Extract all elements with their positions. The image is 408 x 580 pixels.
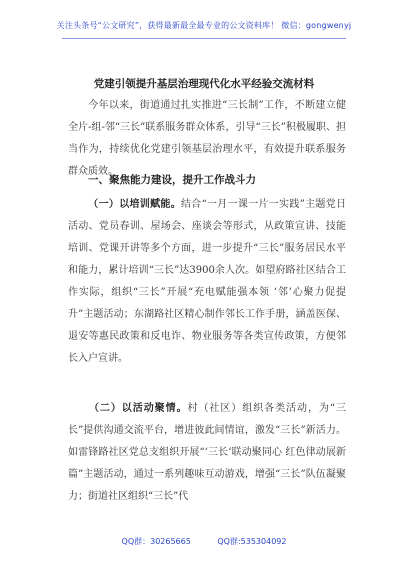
document-title: 党建引领提升基层治理现代化水平经验交流材料 [93,78,315,90]
footer-qq-group-2: QQ群:535304092 [217,537,287,546]
paragraph-activities [68,398,346,508]
paragraph-body-training: 结合“一月一课一片一实践”主题党日活动、党员春训、屋场会、座谈会等形式，从政策宣讲、技能培训、党课开讲等多个方面，进一步提升“三长”服务居民水平和能力，累计培训“三长”达3900余人次。如望府路社区结合工作实际，组织“三长”开展“充电赋能强本领 ‘邻’心聚力促提升”主题活动；东湖路社区精心制作邻长工作手册，涵盖医保、退安等惠民政策和反电诈、物业服务等各类宣传政策，方便邻长入户宣讲。 [68,199,347,364]
intro-paragraph [68,95,346,183]
header-divider [62,38,346,39]
footer-banner [0,536,408,547]
paragraph-lead-activities: （二）以活动聚情。 [88,403,188,414]
paragraph-training [68,194,346,370]
intro-text: 今年以来，街道通过扎实推进“三长制”工作，不断建立健全片-组-邻“三长”联系服务群众体系，引导“三长”积极履职、担当作为，持续优化党建引领基层治理水平，有效提升联系服务群众质效。 [68,100,346,177]
paragraph-lead-training: （一）以培训赋能。 [88,199,181,210]
footer-qq-group-1: QQ群：30265665 [121,537,191,546]
paragraph-body-activities: 村（社区）组织各类活动，为“三长”提供沟通交流平台，增进彼此间情谊，激发“三长”新活力。如雷锋路社区党总支组织开展“‘三长’联动聚同心 红色律动展新篇”主题活动，通过一系列趣味互动游戏，增强“三长”队伍凝聚力；街道社区组织“三长”代 [68,403,346,502]
header-banner: 关注头条号“公文研究”，获得最新最全最专业的公文资料库！ 微信：gongwenyj [56,21,352,30]
section-heading-1: 一、聚焦能力建设，提升工作战斗力 [88,174,256,186]
